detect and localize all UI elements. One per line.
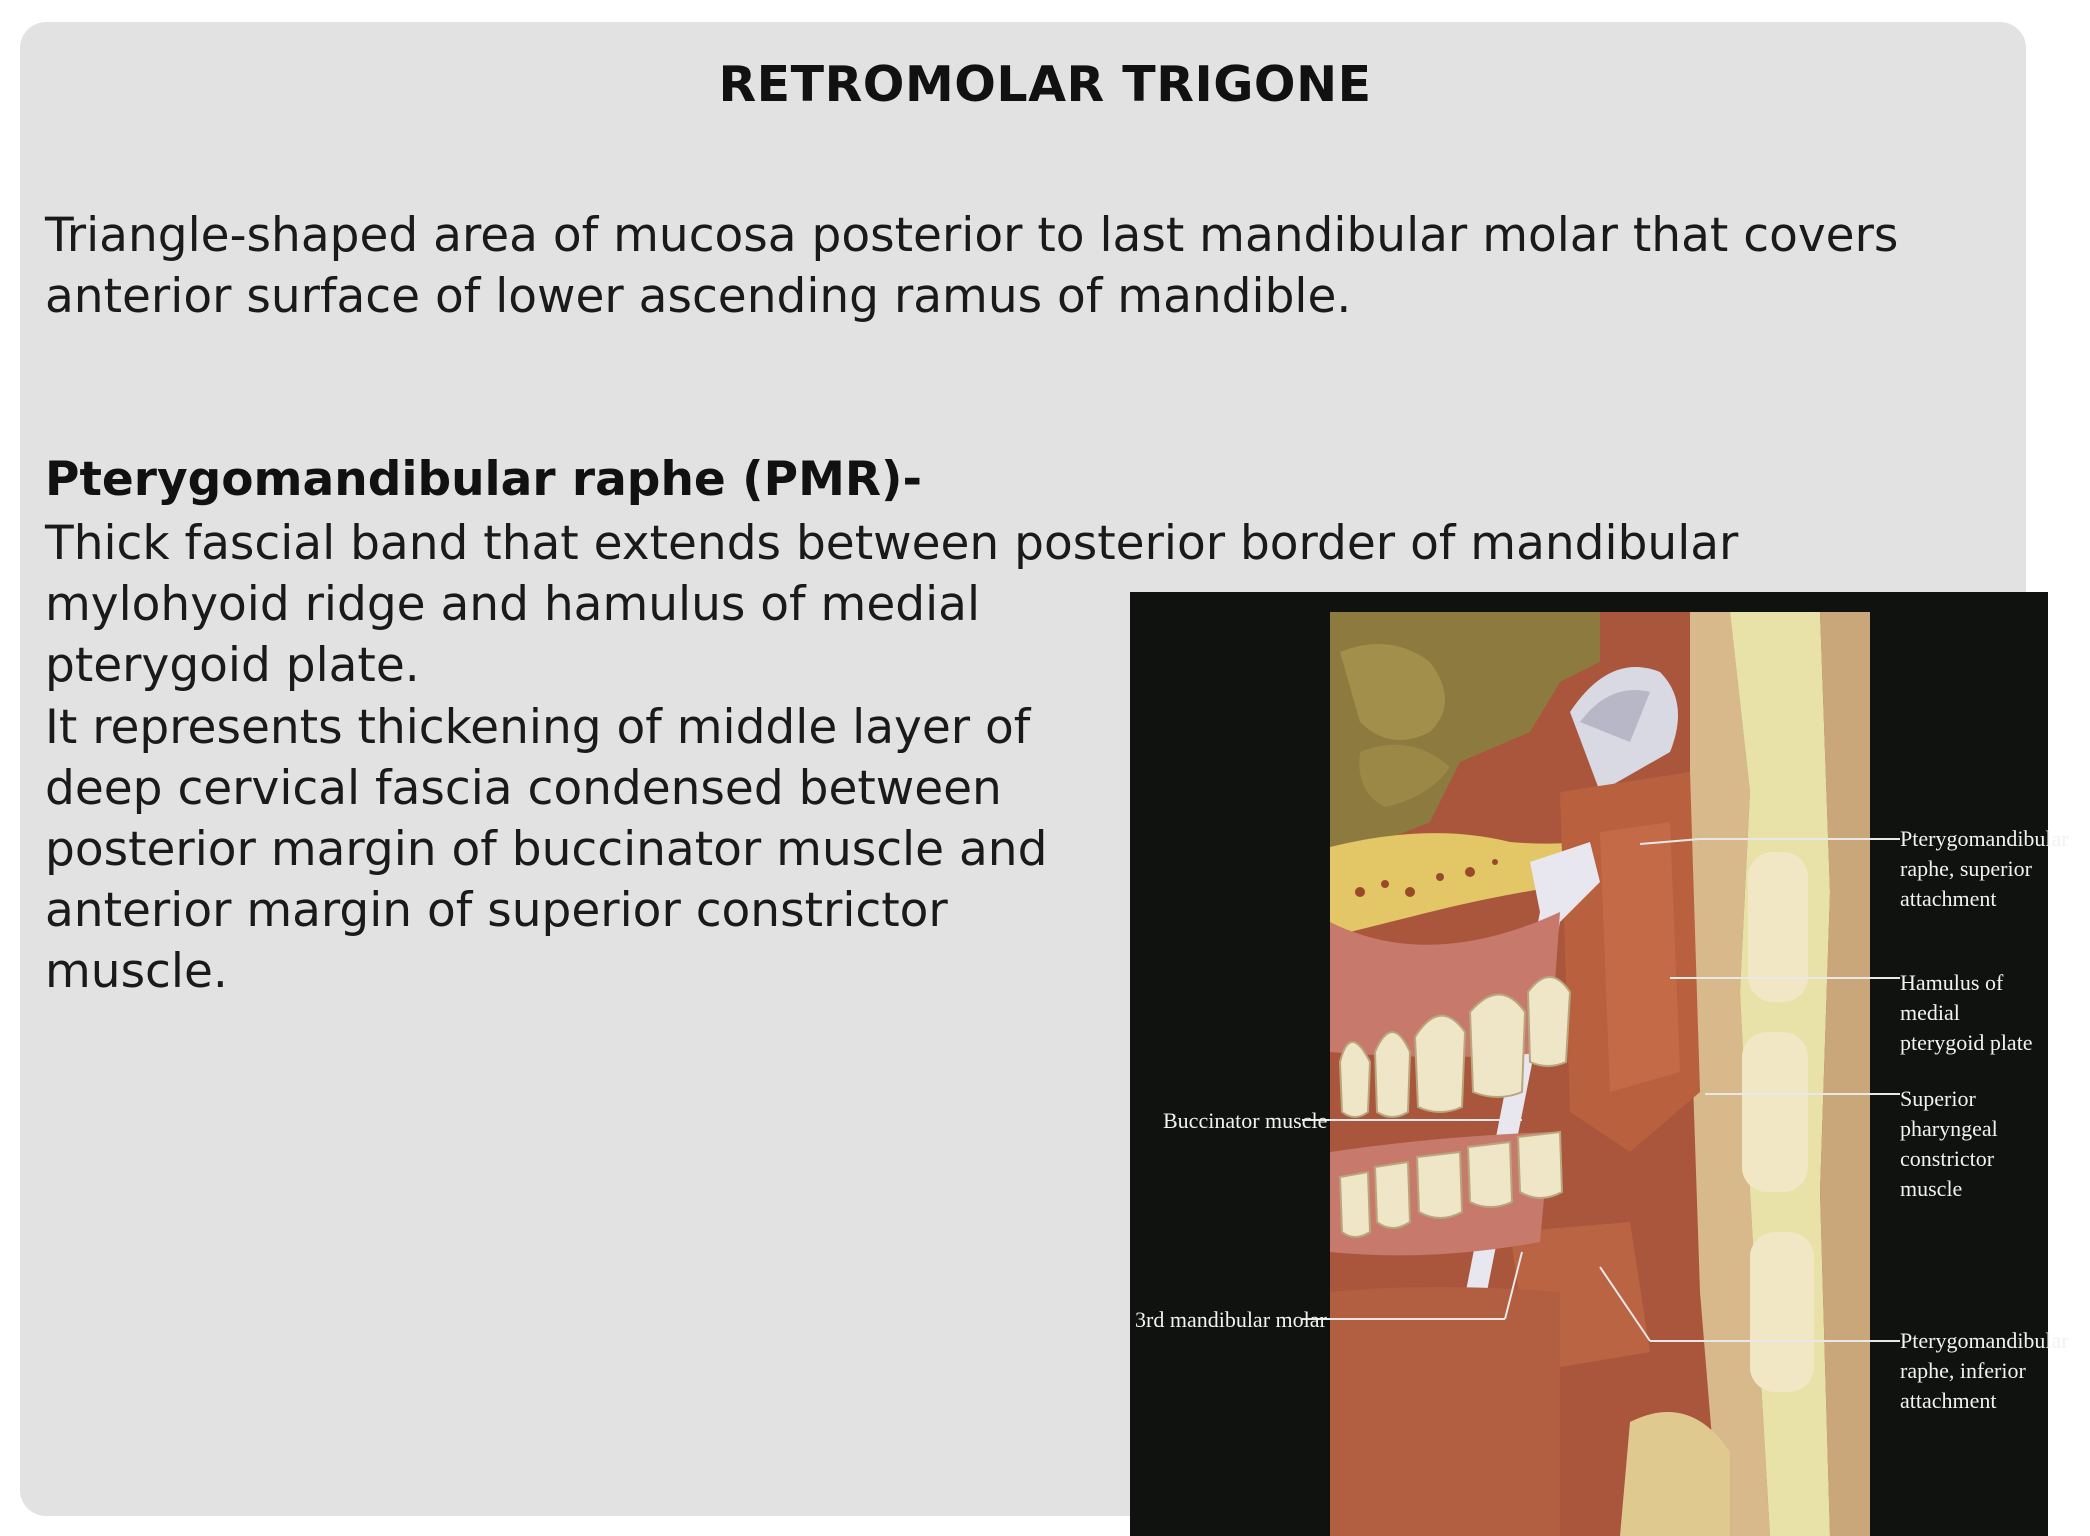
definition-paragraph: Triangle-shaped area of mucosa posterior to last mandibular molar that covers anterior surface of lower ascending ramus of mandible. — [45, 208, 1899, 324]
anatomy-illustration — [1130, 592, 2069, 1536]
label-hamulus: Hamulus of medial pterygoid plate — [1900, 970, 2033, 1055]
label-raphe-inferior: Pterygomandibular raphe, inferior attachment — [1900, 1328, 2069, 1413]
slide-title: RETROMOLAR TRIGONE — [718, 56, 1372, 113]
pmr-description-rest: mylohyoid ridge and hamulus of medial pterygoid plate. — [45, 577, 980, 693]
pmr-description-line1: Thick fascial band that extends between posterior border of mandibular — [45, 516, 1739, 571]
label-superior-constrictor: Superior pharyngeal constrictor muscle — [1900, 1086, 1998, 1201]
pmr-heading: Pterygomandibular raphe (PMR)- — [45, 452, 923, 507]
label-buccinator: Buccinator muscle — [1163, 1108, 1328, 1133]
label-third-molar: 3rd mandibular molar — [1135, 1307, 1327, 1332]
pmr-explanation-paragraph: It represents thickening of middle layer of deep cervical fascia condensed between posterior margin of buccinator muscle and anterior margin of superior constrictor muscle. — [45, 700, 1048, 999]
label-raphe-superior: Pterygomandibular raphe, superior attachment — [1900, 826, 2069, 911]
